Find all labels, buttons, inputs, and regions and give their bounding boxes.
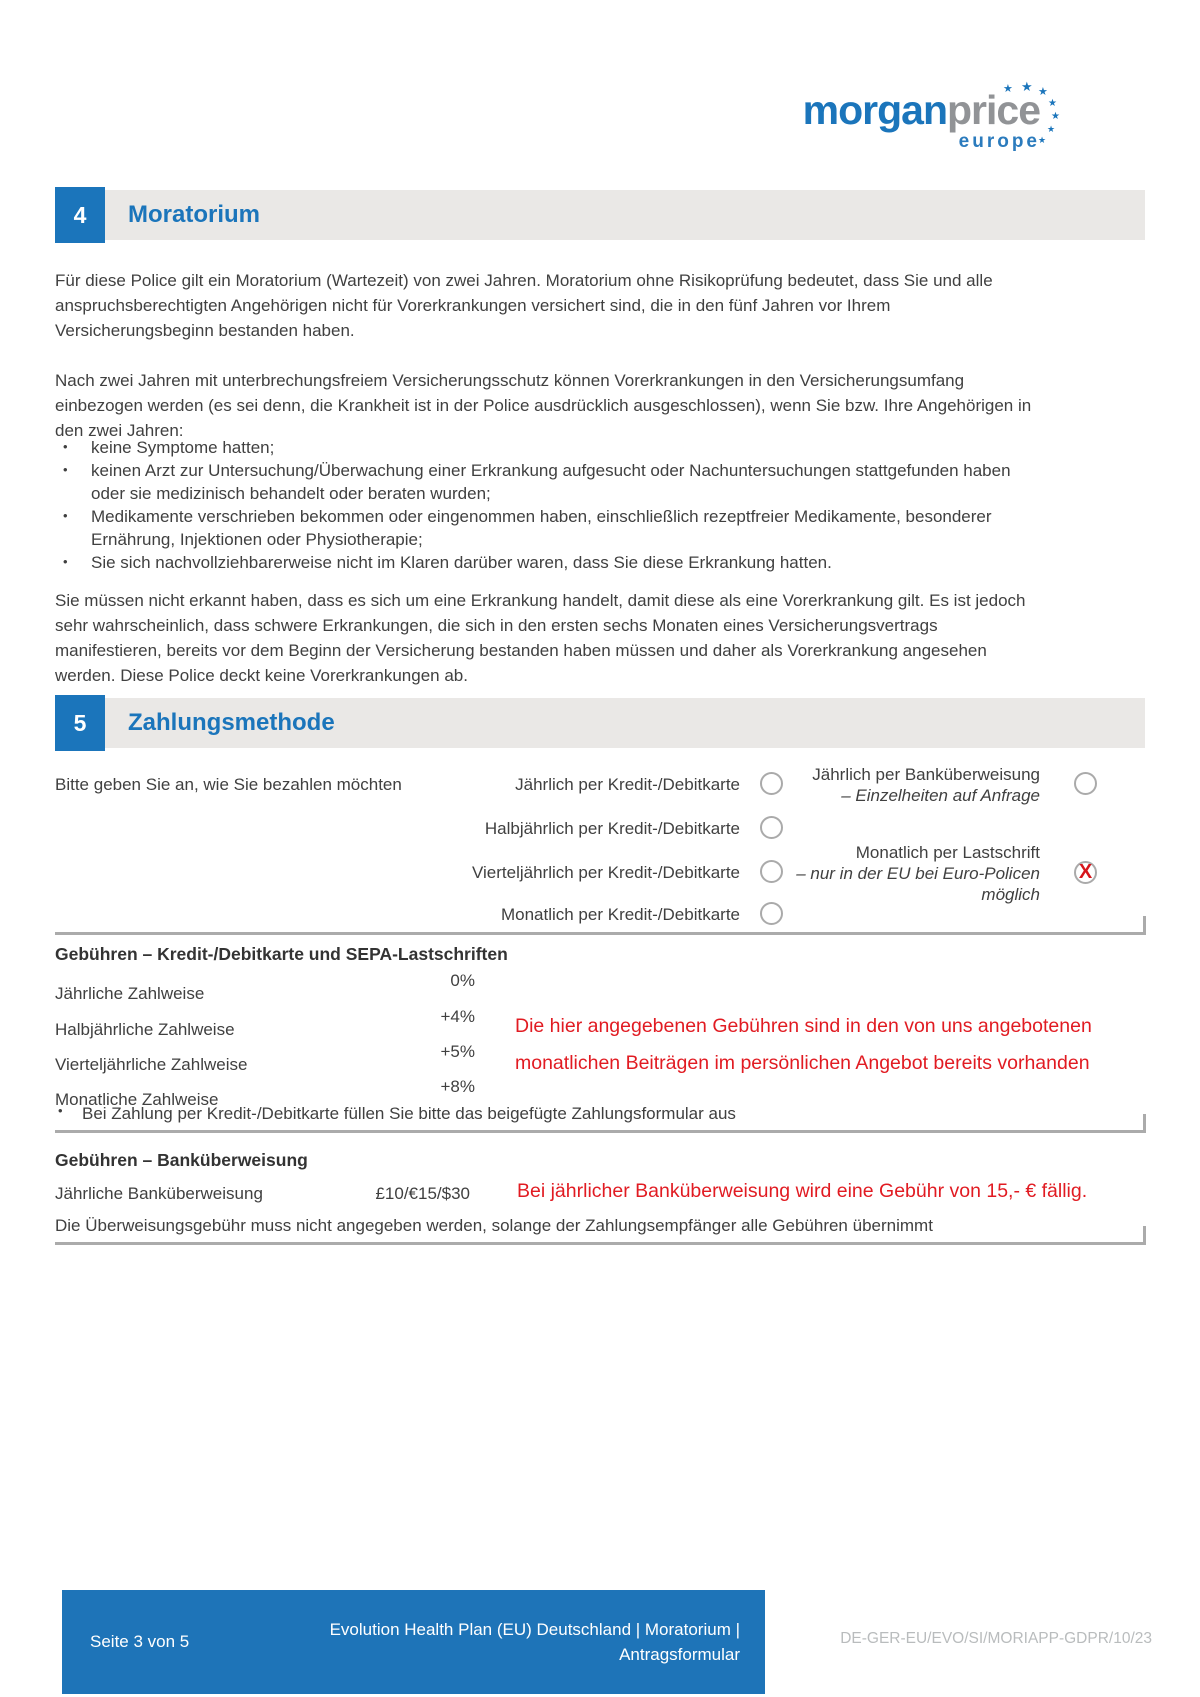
option-label-halfyearly-card: Halbjährlich per Kredit-/Debitkarte bbox=[484, 819, 740, 838]
morgan-price-logo bbox=[795, 80, 1060, 160]
logo-morgan-text: morgan bbox=[802, 87, 947, 133]
direct-debit-note-line2: möglich bbox=[981, 885, 1040, 904]
list-item bbox=[55, 436, 1045, 459]
moratorium-bullet-list bbox=[55, 436, 1045, 574]
list-item bbox=[55, 551, 1045, 574]
fee-row-value: +8% bbox=[440, 1077, 475, 1096]
eu-star-icon bbox=[1051, 112, 1060, 122]
fee-row-label: Halbjährliche Zahlweise bbox=[55, 1020, 235, 1039]
option-label-yearly-card: Jährlich per Kredit-/Debitkarte bbox=[515, 775, 740, 794]
document-reference-code: DE-GER-EU/EVO/SI/MORIAPP-GDPR/10/23 bbox=[840, 1630, 1152, 1647]
option-label-monthly-direct-debit bbox=[700, 842, 1040, 905]
option-label-yearly-bank-transfer bbox=[700, 764, 1040, 806]
section-4-header-bar bbox=[55, 190, 1145, 240]
logo-wordmark bbox=[802, 87, 1040, 133]
section-5-title: Zahlungsmethode bbox=[128, 709, 335, 736]
eu-star-icon bbox=[1047, 125, 1055, 134]
bank-fees-red-annotation: Bei jährlicher Banküberweisung wird eine Gebühr von 15,- € fällig. bbox=[517, 1180, 1088, 1202]
fee-row-label: Vierteljährliche Zahlweise bbox=[55, 1055, 248, 1074]
moratorium-paragraph-1: Für diese Police gilt ein Moratorium (Wartezeit) von zwei Jahren. Moratorium ohne Risikoprüfung bedeutet, dass Sie und alle anspruchsberechtigten Angehörigen nicht für Vorerkrankungen versichert sind, die in den fünf Jahren vor Ihrem Versicherungsbeginn bestanden haben. bbox=[55, 271, 993, 340]
eu-star-icon bbox=[1003, 84, 1013, 95]
section-separator bbox=[55, 1114, 1146, 1133]
bank-fee-row-value: £10/€15/$30 bbox=[375, 1184, 470, 1203]
section-4-title: Moratorium bbox=[128, 201, 260, 228]
bank-fees-heading: Gebühren – Banküberweisung bbox=[55, 1150, 308, 1170]
footer-document-title bbox=[330, 1617, 740, 1667]
bank-transfer-label: Jährlich per Banküberweisung bbox=[812, 765, 1040, 784]
eu-star-icon bbox=[1038, 136, 1046, 145]
eu-star-icon bbox=[1038, 87, 1048, 98]
bullet-text: keine Symptome hatten; bbox=[91, 438, 275, 457]
direct-debit-label: Monatlich per Lastschrift bbox=[855, 843, 1040, 862]
bullet-text: keinen Arzt zur Untersuchung/Überwachung einer Erkrankung aufgesucht oder Nachuntersuchungen stattgefunden haben oder sie medizinisch behandelt oder beraten wurden; bbox=[91, 461, 1011, 503]
eu-star-icon bbox=[1021, 80, 1033, 93]
footer-title-line1: Evolution Health Plan (EU) Deutschland | Moratorium | bbox=[329, 1620, 740, 1639]
radio-yearly-bank-transfer[interactable] bbox=[1074, 772, 1097, 795]
list-item bbox=[55, 459, 1045, 505]
selected-x-mark: X bbox=[1078, 860, 1093, 883]
logo-price-text: price bbox=[947, 87, 1040, 133]
fee-row-label: Jährliche Zahlweise bbox=[55, 984, 205, 1003]
radio-monthly-direct-debit-selected[interactable] bbox=[1074, 861, 1097, 884]
page-number: Seite 3 von 5 bbox=[90, 1632, 190, 1651]
list-item bbox=[55, 505, 1045, 551]
card-payment-form-note: • Bei Zahlung per Kredit-/Debitkarte füllen Sie bitte das beigefügte Zahlungsformular aus bbox=[55, 1104, 1045, 1124]
bank-transfer-note: – Einzelheiten auf Anfrage bbox=[841, 786, 1040, 805]
fee-row-value: 0% bbox=[450, 971, 475, 990]
section-5-number-badge: 5 bbox=[55, 695, 105, 751]
card-fees-heading: Gebühren – Kredit-/Debitkarte und SEPA-Lastschriften bbox=[55, 944, 508, 964]
section-separator bbox=[55, 916, 1146, 935]
bullet-text: Medikamente verschrieben bekommen oder eingenommen haben, einschließlich rezeptfreier Medikamente, besonderer Ernährung, Injektionen oder Physiotherapie; bbox=[91, 507, 992, 549]
radio-halfyearly-card[interactable] bbox=[760, 816, 783, 839]
fee-row-label: Monatliche Zahlweise bbox=[55, 1090, 219, 1109]
eu-star-icon bbox=[1048, 99, 1057, 109]
fee-row-value: +4% bbox=[440, 1007, 475, 1026]
card-fees-red-annotation-line2: monatlichen Beiträgen im persönlichen Angebot bereits vorhanden bbox=[515, 1052, 1090, 1074]
bullet-text: Sie sich nachvollziehbarerweise nicht im Klaren darüber waren, dass Sie diese Erkrankung hatten. bbox=[91, 553, 832, 572]
fee-row-value: +5% bbox=[440, 1042, 475, 1061]
logo-europe-text: europe bbox=[958, 131, 1040, 152]
bank-fee-row-label: Jährliche Banküberweisung bbox=[55, 1184, 263, 1203]
bank-fees-note: Die Überweisungsgebühr muss nicht angegeben werden, solange der Zahlungsempfänger alle Gebühren übernimmt bbox=[55, 1216, 933, 1235]
payment-prompt: Bitte geben Sie an, wie Sie bezahlen möchten bbox=[55, 775, 402, 794]
card-fees-red-annotation-line1: Die hier angegebenen Gebühren sind in den von uns angebotenen bbox=[515, 1015, 1092, 1037]
moratorium-paragraph-2: Nach zwei Jahren mit unterbrechungsfreiem Versicherungsschutz können Vorerkrankungen in den Versicherungsumfang einbezogen werden (es sei denn, die Krankheit ist in der Police ausdrücklich ausgeschlossen), wenn Sie bzw. Ihre Angehörigen in den zwei Jahren: bbox=[55, 371, 1032, 440]
option-label-monthly-card: Monatlich per Kredit-/Debitkarte bbox=[500, 905, 740, 924]
direct-debit-note-line1: – nur in der EU bei Euro-Policen bbox=[796, 864, 1040, 883]
section-separator bbox=[55, 1226, 1146, 1245]
section-5-header-bar bbox=[55, 698, 1145, 748]
footer-title-line2: Antragsformular bbox=[619, 1645, 740, 1664]
section-4-number-badge: 4 bbox=[55, 187, 105, 243]
footer-bar bbox=[62, 1590, 765, 1694]
option-label-quarterly-card: Vierteljährlich per Kredit-/Debitkarte bbox=[471, 863, 740, 882]
moratorium-paragraph-3: Sie müssen nicht erkannt haben, dass es sich um eine Erkrankung handelt, damit diese als eine Vorerkrankung gilt. Es ist jedoch sehr wahrscheinlich, dass schwere Erkrankungen, die sich in den ersten sechs Monaten eines Versicherungsvertrags manifestieren, bereits vor dem Beginn der Versicherung bestanden haben müssen und daher als Vorerkrankung angesehen werden. Diese Police deckt keine Vorerkrankungen ab. bbox=[55, 591, 1026, 685]
